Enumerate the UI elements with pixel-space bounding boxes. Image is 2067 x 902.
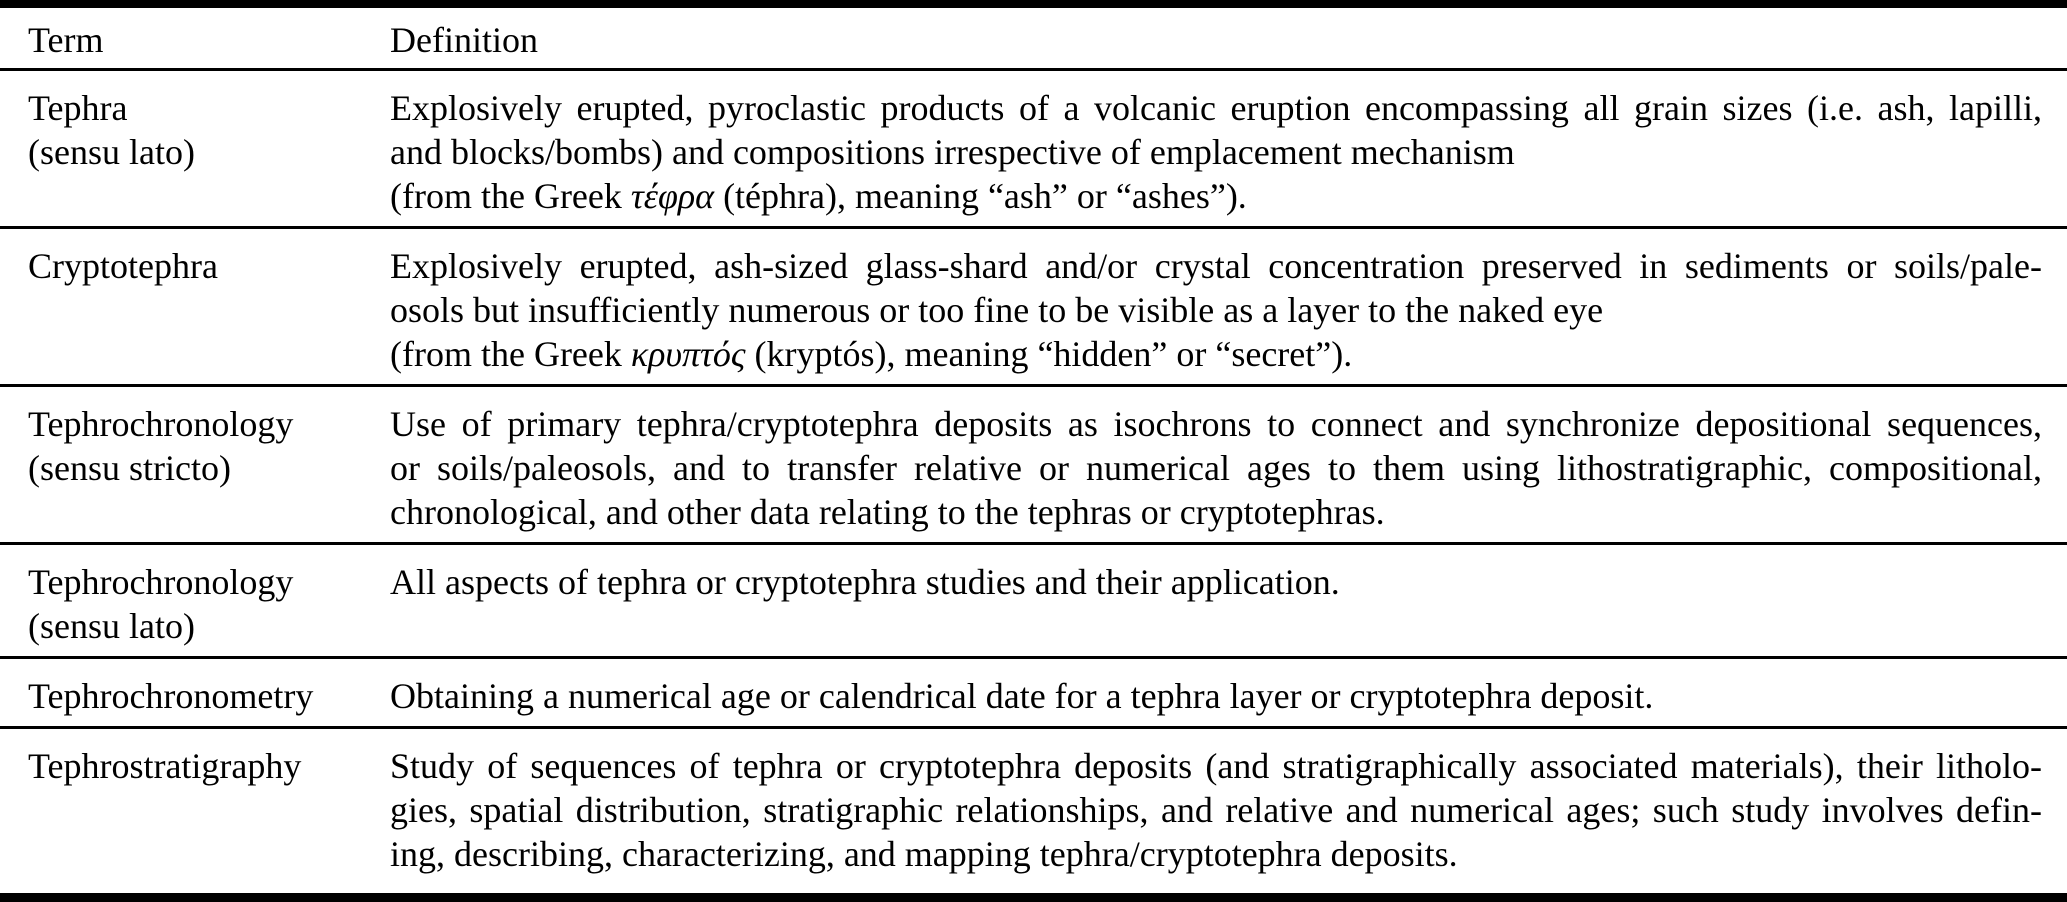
column-header-term: Term xyxy=(28,20,104,60)
definition-line: and blocks/bombs) and compositions irrespective of emplacement mechanism xyxy=(390,132,1515,172)
definition-cell xyxy=(390,744,2067,885)
table-row xyxy=(0,71,2067,229)
definition-cell xyxy=(390,402,2067,534)
definition-line: (from the Greek κρυπτός (kryptós), meaning “hidden” or “secret”). xyxy=(390,334,1353,374)
term-cell xyxy=(0,560,390,648)
definition-line: gies, spatial distribution, stratigraphic relationships, and relative and numerical ages; such study involves defin- xyxy=(390,790,2042,830)
table-header-row xyxy=(0,8,2067,71)
term-line: Cryptotephra xyxy=(28,246,218,286)
term-line: Tephrostratigraphy xyxy=(28,746,302,786)
term-cell xyxy=(0,674,390,718)
definition-line: osols but insufficiently numerous or too fine to be visible as a layer to the naked eye xyxy=(390,290,1604,330)
definition-line: or soils/paleosols, and to transfer relative or numerical ages to them using lithostratigraphic, compositional, xyxy=(390,448,2042,488)
term-line: Tephrochronology xyxy=(28,404,294,444)
definition-line: ing, describing, characterizing, and mapping tephra/cryptotephra deposits. xyxy=(390,834,1458,874)
term-cell xyxy=(0,86,390,218)
definition-line: (from the Greek τέφρα (téphra), meaning “ash” or “ashes”). xyxy=(390,176,1247,216)
definition-cell xyxy=(390,674,2067,718)
column-header-definition: Definition xyxy=(390,20,538,60)
table-row xyxy=(0,729,2067,893)
table-row xyxy=(0,545,2067,659)
table-row xyxy=(0,387,2067,545)
term-line: (sensu lato) xyxy=(28,606,195,646)
term-line: Tephrochronology xyxy=(28,562,294,602)
definition-line: chronological, and other data relating to the tephras or cryptotephras. xyxy=(390,492,1385,532)
term-line: (sensu stricto) xyxy=(28,448,231,488)
term-cell xyxy=(0,402,390,534)
term-line: Tephrochronometry xyxy=(28,676,314,716)
definition-cell xyxy=(390,86,2067,218)
term-cell xyxy=(0,244,390,376)
definition-line: Explosively erupted, ash-sized glass-shard and/or crystal concentration preserved in sediments or soils/pale- xyxy=(390,246,2042,286)
definition-line: Study of sequences of tephra or cryptotephra deposits (and stratigraphically associated materials), their litholo- xyxy=(390,746,2042,786)
table-row xyxy=(0,229,2067,387)
table-row xyxy=(0,659,2067,729)
term-cell xyxy=(0,744,390,885)
definition-line: All aspects of tephra or cryptotephra studies and their application. xyxy=(390,562,1340,602)
greek-word: τέφρα xyxy=(630,176,715,216)
term-line: (sensu lato) xyxy=(28,132,195,172)
definition-line: Use of primary tephra/cryptotephra deposits as isochrons to connect and synchronize depositional sequences, xyxy=(390,404,2042,444)
definition-cell xyxy=(390,560,2067,648)
term-line: Tephra xyxy=(28,88,128,128)
definition-line: Explosively erupted, pyroclastic products of a volcanic eruption encompassing all grain sizes (i.e. ash, lapilli, xyxy=(390,88,2042,128)
definition-cell xyxy=(390,244,2067,376)
definition-line: Obtaining a numerical age or calendrical date for a tephra layer or cryptotephra deposit. xyxy=(390,676,1654,716)
greek-word: κρυπτός xyxy=(630,334,746,374)
